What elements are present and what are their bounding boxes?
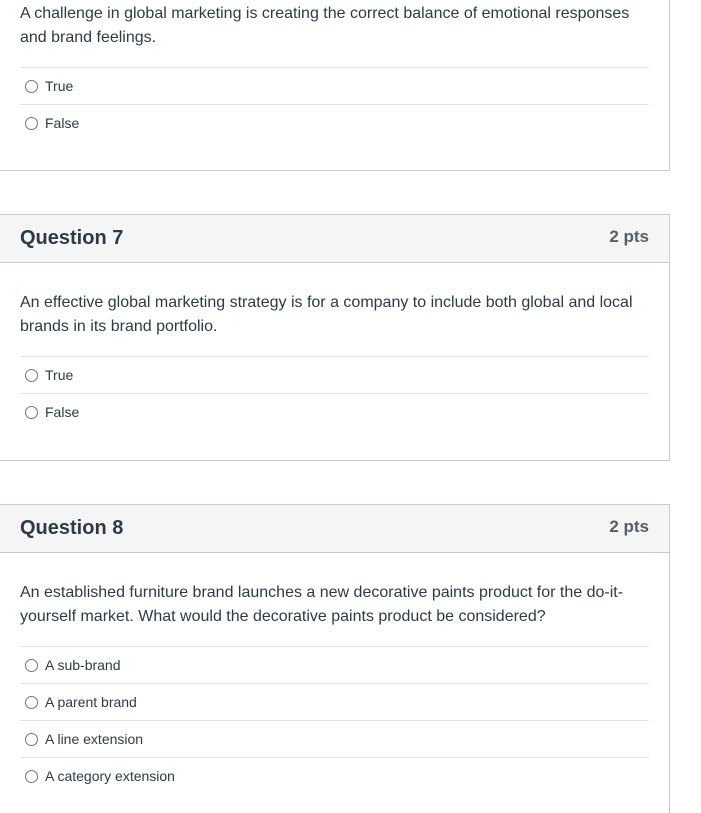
answer-option[interactable] — [20, 67, 649, 104]
radio-button[interactable] — [25, 117, 38, 130]
question-8-box — [0, 504, 670, 813]
answer-option[interactable] — [20, 720, 649, 757]
question-points: 2 pts — [609, 226, 649, 246]
radio-button[interactable] — [25, 659, 38, 672]
question-7-header — [0, 215, 669, 263]
question-7-text: An effective global marketing strategy is for a company to include both global and local brands in its brand portfolio. — [20, 294, 633, 335]
question-6-text: A challenge in global marketing is creating the correct balance of emotional responses and brand feelings. — [20, 5, 630, 46]
radio-button[interactable] — [25, 406, 38, 419]
question-7-answers — [20, 356, 649, 430]
radio-button[interactable] — [25, 80, 38, 93]
question-6-answers — [20, 67, 649, 141]
question-8-header — [0, 505, 669, 553]
radio-button[interactable] — [25, 369, 38, 382]
question-8-answers — [20, 646, 649, 794]
answer-option[interactable] — [20, 646, 649, 683]
question-8-text: An established furniture brand launches a new decorative paints product for the do-it-yourself market. What would the decorative paints product be considered? — [20, 584, 624, 625]
answer-label: A parent brand — [45, 694, 137, 710]
answer-option[interactable] — [20, 757, 649, 794]
radio-button[interactable] — [25, 696, 38, 709]
answer-label: True — [45, 78, 74, 94]
answer-label: A category extension — [45, 768, 175, 784]
question-points: 2 pts — [609, 516, 649, 536]
answer-label: A sub-brand — [45, 657, 121, 673]
question-6-box — [0, 0, 670, 171]
answer-option[interactable] — [20, 393, 649, 430]
question-7-box — [0, 214, 670, 461]
question-title: Question 7 — [20, 227, 124, 249]
radio-button[interactable] — [25, 733, 38, 746]
answer-option[interactable] — [20, 104, 649, 141]
answer-option[interactable] — [20, 356, 649, 393]
answer-option[interactable] — [20, 683, 649, 720]
radio-button[interactable] — [25, 770, 38, 783]
answer-label: A line extension — [45, 731, 144, 747]
answer-label: True — [45, 367, 74, 383]
answer-label: False — [45, 115, 80, 131]
answer-label: False — [45, 404, 80, 420]
question-title: Question 8 — [20, 517, 124, 539]
